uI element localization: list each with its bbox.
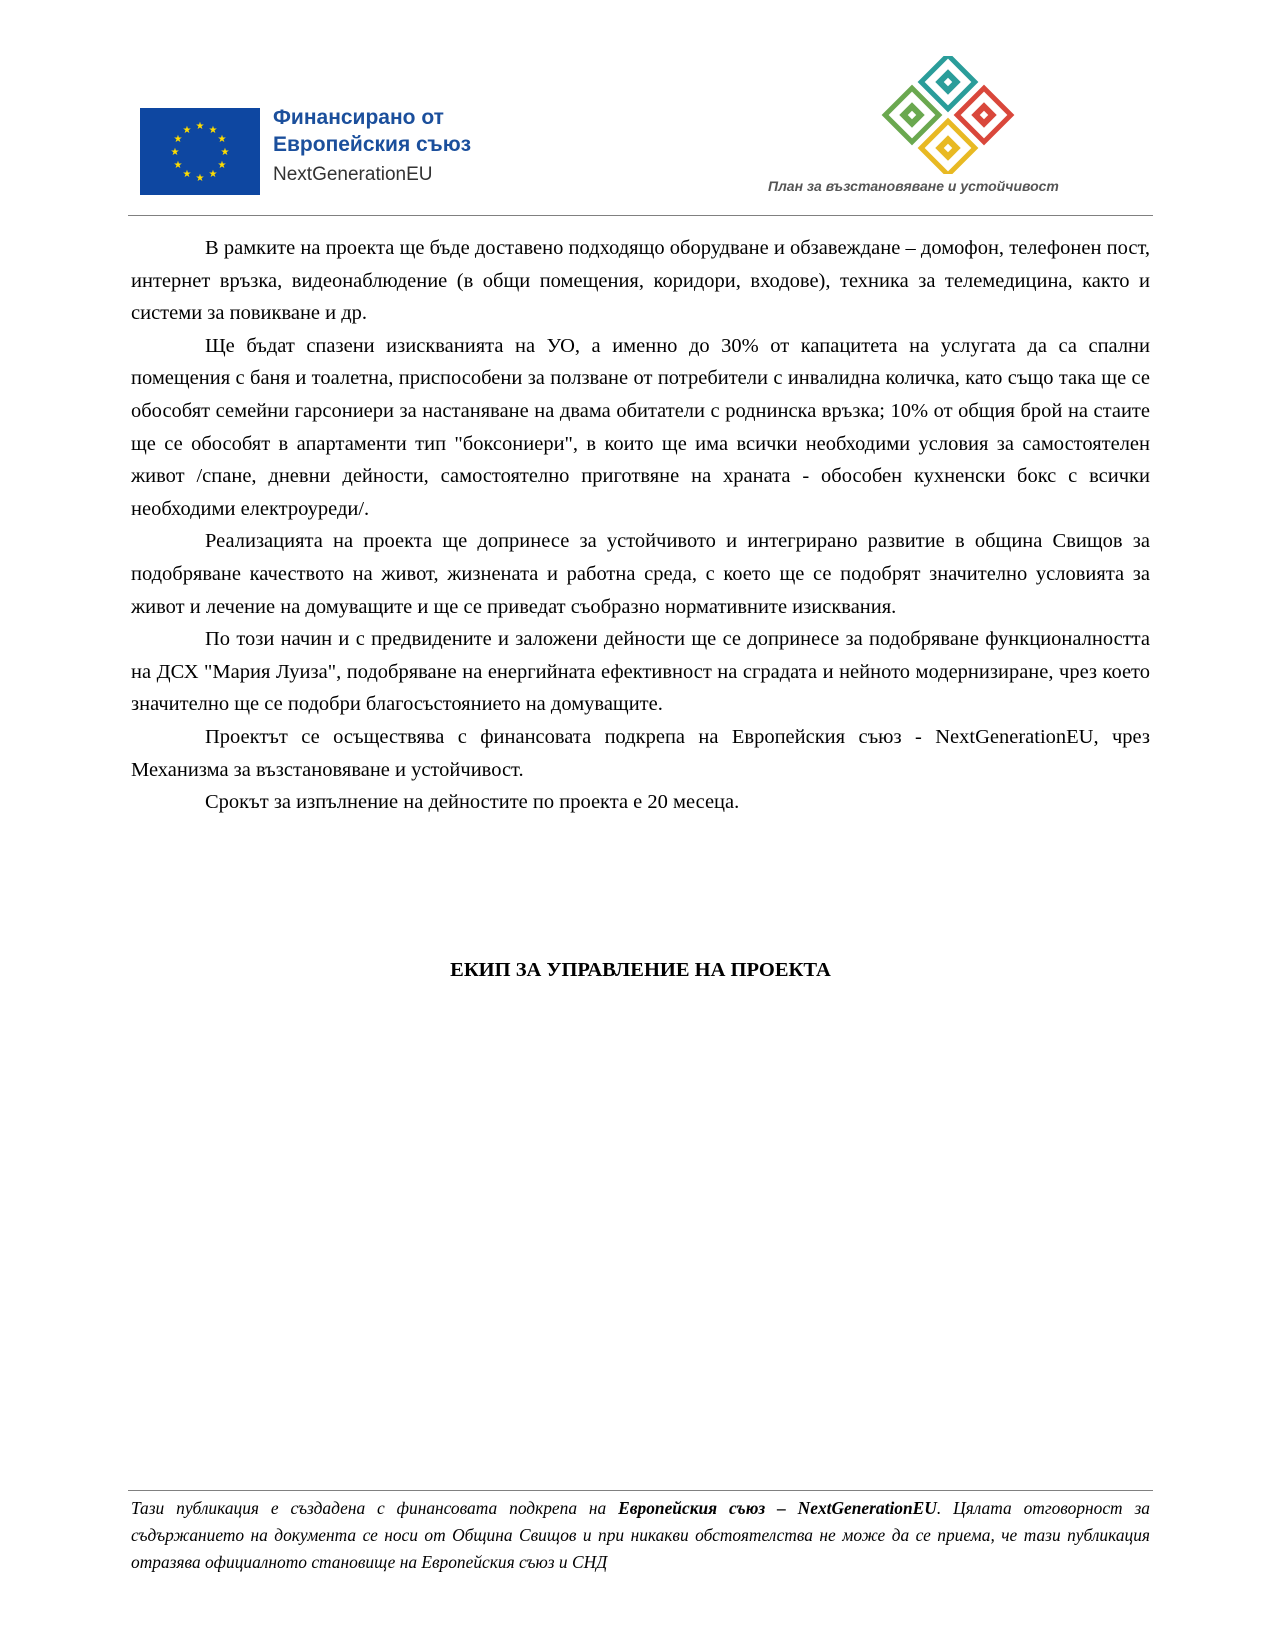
svg-text:★: ★ [182,169,192,180]
svg-text:★: ★ [217,160,227,171]
svg-text:★: ★ [173,160,183,171]
paragraph-equipment: В рамките на проекта ще бъде доставено подходящо оборудване и обзавеждане – домофон, телефонен пост, интернет връзка, видеонаблюдение (в общи помещения, коридори, входове), техника за телемедицина, както и системи за повикване и др. [131,237,1150,325]
paragraph-requirements: Ще бъдат спазени изискванията на УО, а именно до 30% от капацитета на услугата да са спални помещения с баня и тоалетна, приспособени за ползване от потребители с инвалидна количка, като също така ще се обособят семейни гарсониери за настаняване на двама обитатели с роднинска връзка; 10% от общия брой на стаите ще се обособят в апартаменти тип "боксониери", в които ще има всички необходими условия за самостоятелен живот /спане, дневни дейности, самостоятелно приготвяне на храната - обособен кухненски бокс с всички необходими електроуреди/. [131,334,1150,520]
paragraph-development: Реализацията на проекта ще допринесе за устойчивото и интегрирано развитие в община Свищов за подобряване качеството на живот, жизнената и работна среда, с което ще се подобрят значително условията за живот и лечение на домуващите и ще се приведат съобразно нормативните изисквания. [131,530,1150,618]
footer-divider [128,1490,1153,1491]
header-divider [128,215,1153,216]
eu-funding-text [273,104,471,190]
eu-funding-line1: Финансирано от [273,106,444,129]
paragraph-funding: Проектът се осъществява с финансовата подкрепа на Европейския съюз - NextGenerationEU, чрез Механизма за възстановяване и устойчивост. [131,725,1150,781]
svg-text:★: ★ [208,125,218,136]
recovery-plan-caption: План за възстановяване и устойчивост [768,178,1059,194]
paragraph-duration: Срокът за изпълнение на дейностите по проекта е 20 месеца. [205,791,740,814]
svg-text:★: ★ [173,134,183,145]
svg-text:★: ★ [182,125,192,136]
svg-text:★: ★ [208,169,218,180]
signature-heading: ЕКИП ЗА УПРАВЛЕНИЕ НА ПРОЕКТА [450,959,831,981]
paragraph-functionality: По този начин и с предвидените и заложени дейности ще се допринесе за подобряване функционалността на ДСХ "Мария Луиза", подобряване на енергийната ефективност на сградата и нейното модернизиране, чрез което значително ще се подобри благосъстоянието на домуващите. [131,628,1150,716]
document-header [0,0,1275,220]
footer-text-end: . Цялата отговорност за съдържанието на документа се носи от Община Свищов и при никакви обстоятелства не може да се приема, че тази публикация отразява официалното становище на Европейския съюз и СНД [131,1498,1150,1572]
footer-text-start: Тази публикация е създадена с финансовата подкрепа на [131,1498,619,1518]
svg-text:★: ★ [220,147,230,158]
svg-text:★: ★ [195,121,205,132]
footer-disclaimer [131,1495,1150,1576]
footer-text-bold: Европейския съюз – NextGenerationEU [618,1498,937,1518]
eu-funding-line2: Европейския съюз [273,133,472,156]
eu-program-name: NextGenerationEU [273,164,433,185]
eu-flag-logo [140,108,260,195]
svg-text:★: ★ [170,147,180,158]
recovery-plan-logo [868,56,1028,174]
svg-text:★: ★ [217,134,227,145]
svg-text:★: ★ [195,173,205,184]
document-body [131,232,1150,819]
